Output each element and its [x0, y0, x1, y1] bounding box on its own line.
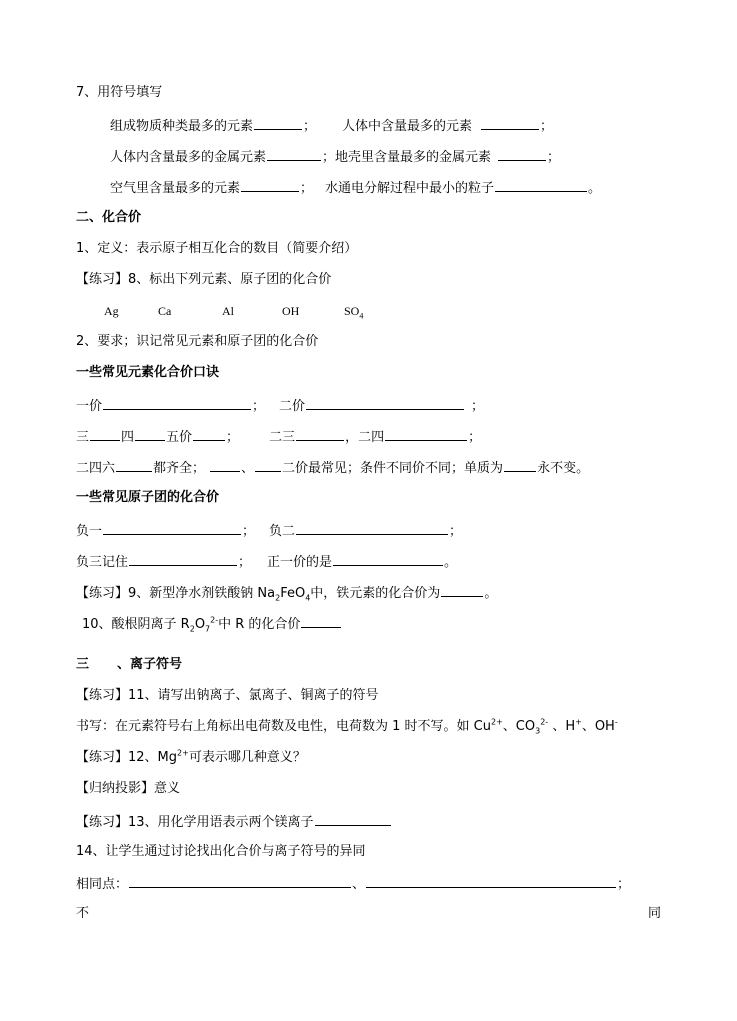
same-points [76, 874, 630, 892]
rhyme-2-blank-c[interactable] [193, 427, 225, 441]
rhyme-2-e: ，二四 [345, 430, 385, 445]
writing-text: 书写：在元素符号右上角标出电荷数及电性，电荷数为 1 时不写。如 Cu [76, 719, 491, 734]
rhyme-2-end: ； [468, 430, 482, 445]
group-1-blank-a[interactable] [103, 521, 241, 535]
ex9-sub-1: 2 [275, 593, 281, 603]
ex9-sub-2: 4 [305, 593, 311, 603]
q10-blank[interactable] [301, 614, 341, 628]
rhyme-line-3 [76, 458, 589, 476]
q7-title: 7、用符号填写 [76, 85, 163, 100]
rhyme-1-end: ； [471, 399, 485, 414]
q7-row-3 [110, 178, 601, 196]
exercise-8: 【练习】8、标出下列元素、原子团的化合价 [76, 272, 332, 287]
group-1-blank-b[interactable] [296, 521, 448, 535]
summary: 【归纳投影】意义 [76, 781, 181, 796]
rhyme-line-1 [76, 396, 484, 414]
ex9-b: FeO [280, 586, 306, 601]
q10-sub-1: 2 [189, 624, 195, 634]
rhyme-2-b: 四 [121, 430, 135, 445]
co3-sub: 3 [535, 726, 541, 736]
rhyme-2-blank-a[interactable] [90, 427, 120, 441]
rhyme-1-b: 二价 [279, 399, 306, 414]
q10-b: O [194, 617, 206, 632]
writing-rule [76, 718, 618, 736]
ex12-a: 【练习】12、Mg [76, 750, 178, 765]
diff-left: 不 [76, 906, 90, 921]
same-blank-a[interactable] [129, 874, 351, 888]
ex12-b: 可表示哪几种意义？ [188, 750, 306, 765]
q7-r1-prompt-a: 组成物质种类最多的元素 [110, 119, 254, 134]
same-end: ； [617, 877, 631, 892]
ex9-end: 。 [484, 586, 498, 601]
rhyme-3-c: 、 [241, 461, 255, 476]
oh-ion: 、OH [581, 719, 615, 734]
requirement: 2、要求；识记常见元素和原子团的化合价 [76, 334, 319, 349]
exercise-13 [76, 812, 392, 830]
q7-r1-end: ； [540, 119, 554, 134]
q7-r1-prompt-b: 人体中含量最多的元素 [342, 119, 473, 134]
question-14: 14、让学生通过讨论找出化合价与离子符号的异同 [76, 844, 366, 859]
group-2-end: 。 [444, 555, 458, 570]
element-so4-sub: 4 [359, 311, 364, 321]
rhyme-2-blank-d[interactable] [296, 427, 344, 441]
rhyme-line-2 [76, 427, 481, 445]
q7-r3-blank-a[interactable] [241, 178, 299, 192]
rhyme-1-blank-b[interactable] [306, 396, 464, 410]
q7-row-1 [110, 116, 553, 134]
group-2-blank-a[interactable] [129, 552, 237, 566]
q10-sub-2: 7 [205, 624, 211, 634]
q7-r2-blank-a[interactable] [267, 147, 321, 161]
mg-charge: 2+ [177, 748, 189, 758]
rhyme-3-blank-a[interactable] [116, 458, 152, 472]
q10-c: 中 R 的化合价 [218, 617, 301, 632]
same-sep: 、 [352, 877, 366, 892]
q7-r3-sep: ； [300, 181, 314, 196]
rhyme-3-a: 二四六 [76, 461, 116, 476]
rhyme-2-blank-e[interactable] [385, 427, 467, 441]
q10-sup: 2- [210, 615, 219, 625]
element-ag: Ag [104, 304, 119, 318]
q7-r3-end: 。 [588, 181, 602, 196]
rhyme-3-blank-c[interactable] [255, 458, 281, 472]
element-oh: OH [282, 304, 300, 318]
section-3-title: 、离子符号 [117, 657, 183, 672]
group-1-end: ； [449, 524, 463, 539]
co3-charge: 2- [540, 717, 549, 727]
cu-charge: 2+ [491, 717, 503, 727]
ex13-text: 【练习】13、用化学用语表示两个镁离子 [76, 815, 314, 830]
ex9-a: 【练习】9、新型净水剂铁酸钠 Na [76, 586, 276, 601]
h-charge: + [575, 717, 582, 727]
element-ca: Ca [158, 304, 172, 318]
rhyme-3-end: 永不变。 [537, 461, 590, 476]
q7-r1-blank-a[interactable] [254, 116, 302, 130]
rhyme-3-blank-b[interactable] [210, 458, 240, 472]
q7-r3-prompt-b: 水通电分解过程中最小的粒子 [325, 181, 495, 196]
definition: 1、定义：表示原子相互化合的数目（简要介绍） [76, 241, 358, 256]
exercise-12 [76, 749, 306, 767]
section-2-heading: 二、化合价 [76, 210, 142, 225]
q7-r2-end: ； [547, 150, 561, 165]
same-label: 相同点： [76, 877, 129, 892]
group-line-2 [76, 552, 457, 570]
ex9-blank[interactable] [441, 583, 483, 597]
q10-a: 10、酸根阴离子 R [82, 617, 190, 632]
group-2-b: 正一价的是 [267, 555, 333, 570]
q7-r2-prompt-b: ；地壳里含量最多的金属元素 [322, 150, 492, 165]
diff-right: 同 [648, 906, 662, 921]
rhyme-1-blank-a[interactable] [103, 396, 251, 410]
group-2-a: 负三记住 [76, 555, 129, 570]
same-blank-b[interactable] [366, 874, 616, 888]
section-3-heading [76, 656, 182, 674]
ex9-c: 中，铁元素的化合价为 [310, 586, 441, 601]
group-1-a: 负一 [76, 524, 103, 539]
element-al: Al [222, 304, 234, 318]
exercise-9 [76, 583, 497, 601]
ex13-blank[interactable] [315, 812, 391, 826]
group-heading: 一些常见原子团的化合价 [76, 490, 220, 505]
element-so4 [344, 302, 363, 320]
group-2-sep: ； [238, 555, 252, 570]
element-so4-base: SO [344, 304, 360, 318]
rhyme-2-blank-b[interactable] [135, 427, 165, 441]
co3: 、CO [502, 719, 536, 734]
rhyme-heading: 一些常见元素化合价口诀 [76, 365, 220, 380]
q7-r2-blank-b[interactable] [498, 147, 546, 161]
group-1-sep: ； [242, 524, 256, 539]
q7-row-2 [110, 147, 560, 165]
rhyme-2-c: 五价 [166, 430, 193, 445]
q7-r2-prompt-a: 人体内含量最多的金属元素 [110, 150, 267, 165]
rhyme-2-a: 三 [76, 430, 90, 445]
group-line-1 [76, 521, 462, 539]
question-10 [82, 614, 342, 632]
q7-r1-sep: ； [303, 119, 317, 134]
exercise-11: 【练习】11、请写出钠离子、氯离子、铜离子的符号 [76, 688, 379, 703]
rhyme-3-d: 二价最常见；条件不同价不同；单质为 [282, 461, 504, 476]
oh-charge: - [614, 717, 618, 727]
h-ion: 、H [548, 719, 576, 734]
q7-r3-prompt-a: 空气里含量最多的元素 [110, 181, 241, 196]
q7-r3-blank-b[interactable] [495, 178, 587, 192]
rhyme-3-b: 都齐全； [153, 461, 206, 476]
group-1-b: 负二 [269, 524, 296, 539]
rhyme-3-blank-d[interactable] [504, 458, 536, 472]
rhyme-2-d: 二三 [269, 430, 296, 445]
rhyme-1-sep: ； [252, 399, 266, 414]
rhyme-1-a: 一价 [76, 399, 103, 414]
q7-r1-blank-b[interactable] [481, 116, 539, 130]
rhyme-2-sep: ； [226, 430, 240, 445]
group-2-blank-b[interactable] [333, 552, 443, 566]
section-3-number: 三 [76, 657, 90, 672]
element-list [104, 302, 363, 320]
